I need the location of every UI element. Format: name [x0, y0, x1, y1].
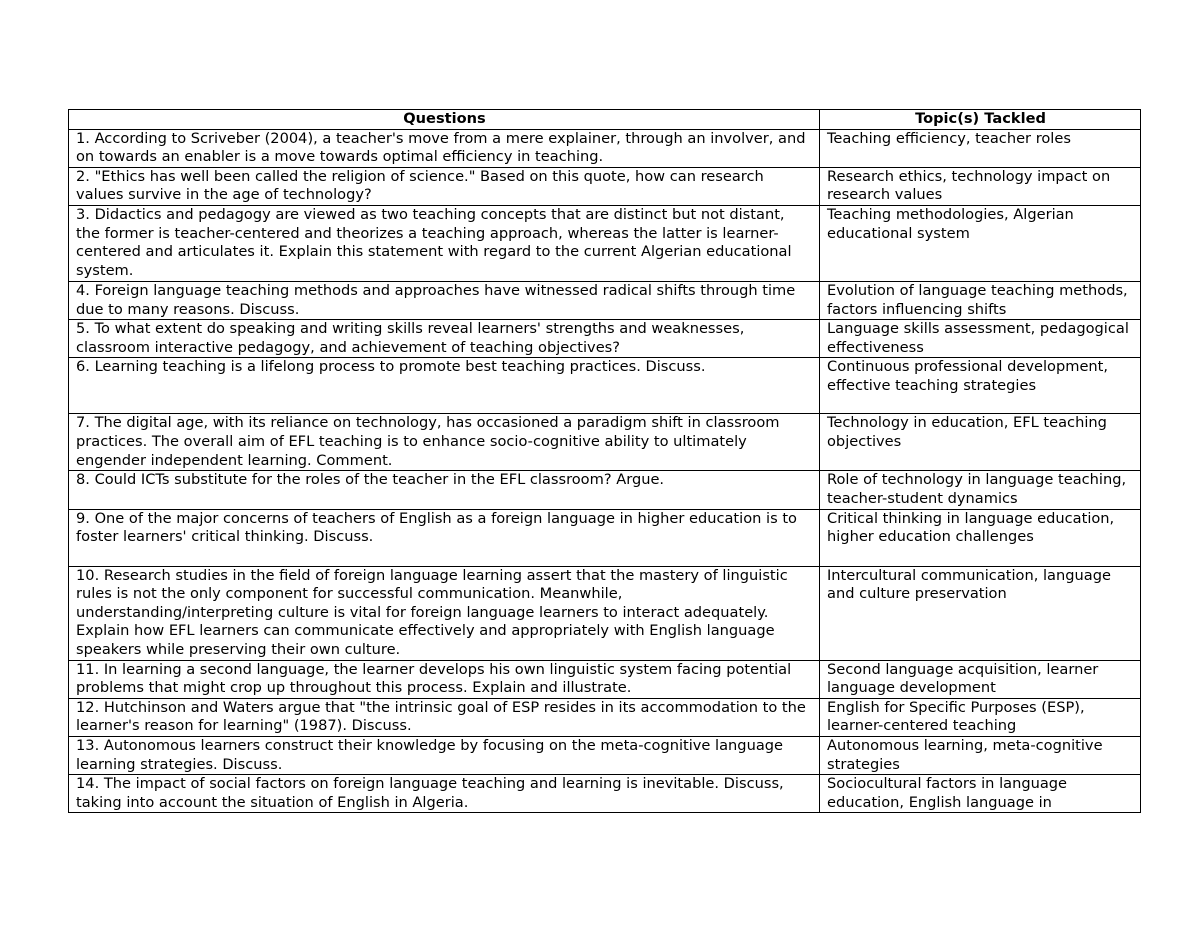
table-row [69, 414, 1141, 471]
question-cell: 2. "Ethics has well been called the religion of science." Based on this quote, how can research values survive in the age of technology? [69, 167, 820, 205]
topic-cell: Evolution of language teaching methods, factors influencing shifts [820, 281, 1141, 319]
header-row [69, 110, 1141, 130]
table-row [69, 281, 1141, 319]
topic-cell: Critical thinking in language education, higher education challenges [820, 509, 1141, 566]
topic-cell: Sociocultural factors in language education, English language in [820, 775, 1141, 813]
question-cell: 4. Foreign language teaching methods and approaches have witnessed radical shifts through time due to many reasons. Discuss. [69, 281, 820, 319]
question-cell: 8. Could ICTs substitute for the roles of the teacher in the EFL classroom? Argue. [69, 471, 820, 509]
table-row [69, 775, 1141, 813]
question-cell: 7. The digital age, with its reliance on technology, has occasioned a paradigm shift in classroom practices. The overall aim of EFL teaching is to enhance socio-cognitive ability to ultimately engender independent learning. Comment. [69, 414, 820, 471]
question-cell: 12. Hutchinson and Waters argue that "the intrinsic goal of ESP resides in its accommodation to the learner's reason for learning" (1987). Discuss. [69, 698, 820, 736]
topic-cell: Teaching methodologies, Algerian educational system [820, 205, 1141, 281]
topics-header: Topic(s) Tackled [820, 110, 1141, 130]
table-row [69, 320, 1141, 358]
question-cell: 9. One of the major concerns of teachers of English as a foreign language in higher education is to foster learners' critical thinking. Discuss. [69, 509, 820, 566]
table-row [69, 566, 1141, 660]
topic-cell: Language skills assessment, pedagogical effectiveness [820, 320, 1141, 358]
question-cell: 5. To what extent do speaking and writing skills reveal learners' strengths and weaknesses, classroom interactive pedagogy, and achievement of teaching objectives? [69, 320, 820, 358]
topic-cell: Autonomous learning, meta-cognitive strategies [820, 736, 1141, 774]
question-cell: 6. Learning teaching is a lifelong process to promote best teaching practices. Discuss. [69, 358, 820, 414]
question-cell: 14. The impact of social factors on foreign language teaching and learning is inevitable. Discuss, taking into account the situation of English in Algeria. [69, 775, 820, 813]
topic-cell: Teaching efficiency, teacher roles [820, 129, 1141, 167]
topic-cell: Technology in education, EFL teaching objectives [820, 414, 1141, 471]
table-row [69, 205, 1141, 281]
question-cell: 3. Didactics and pedagogy are viewed as two teaching concepts that are distinct but not distant, the former is teacher-centered and theorizes a teaching approach, whereas the latter is learner-centered and articulates it. Explain this statement with regard to the current Algerian educational system. [69, 205, 820, 281]
table-row [69, 129, 1141, 167]
table-row [69, 736, 1141, 774]
table-row [69, 471, 1141, 509]
question-cell: 10. Research studies in the field of foreign language learning assert that the mastery of linguistic rules is not the only component for successful communication. Meanwhile, understanding/interpreting culture is vital for foreign language learners to interact adequately. Explain how EFL learners can communicate effectively and appropriately with English language speakers while preserving their own culture. [69, 566, 820, 660]
question-cell: 11. In learning a second language, the learner develops his own linguistic system facing potential problems that might crop up throughout this process. Explain and illustrate. [69, 660, 820, 698]
topic-cell: Continuous professional development, effective teaching strategies [820, 358, 1141, 414]
topic-cell: Role of technology in language teaching, teacher-student dynamics [820, 471, 1141, 509]
topic-cell: English for Specific Purposes (ESP), learner-centered teaching [820, 698, 1141, 736]
questions-header: Questions [69, 110, 820, 130]
table-row [69, 660, 1141, 698]
topic-cell: Research ethics, technology impact on research values [820, 167, 1141, 205]
table-row [69, 509, 1141, 566]
table-row [69, 358, 1141, 414]
table-row [69, 167, 1141, 205]
questions-table [68, 109, 1141, 813]
topic-cell: Intercultural communication, language and culture preservation [820, 566, 1141, 660]
question-cell: 1. According to Scriveber (2004), a teacher's move from a mere explainer, through an involver, and on towards an enabler is a move towards optimal efficiency in teaching. [69, 129, 820, 167]
question-cell: 13. Autonomous learners construct their knowledge by focusing on the meta-cognitive language learning strategies. Discuss. [69, 736, 820, 774]
table-row [69, 698, 1141, 736]
topic-cell: Second language acquisition, learner language development [820, 660, 1141, 698]
